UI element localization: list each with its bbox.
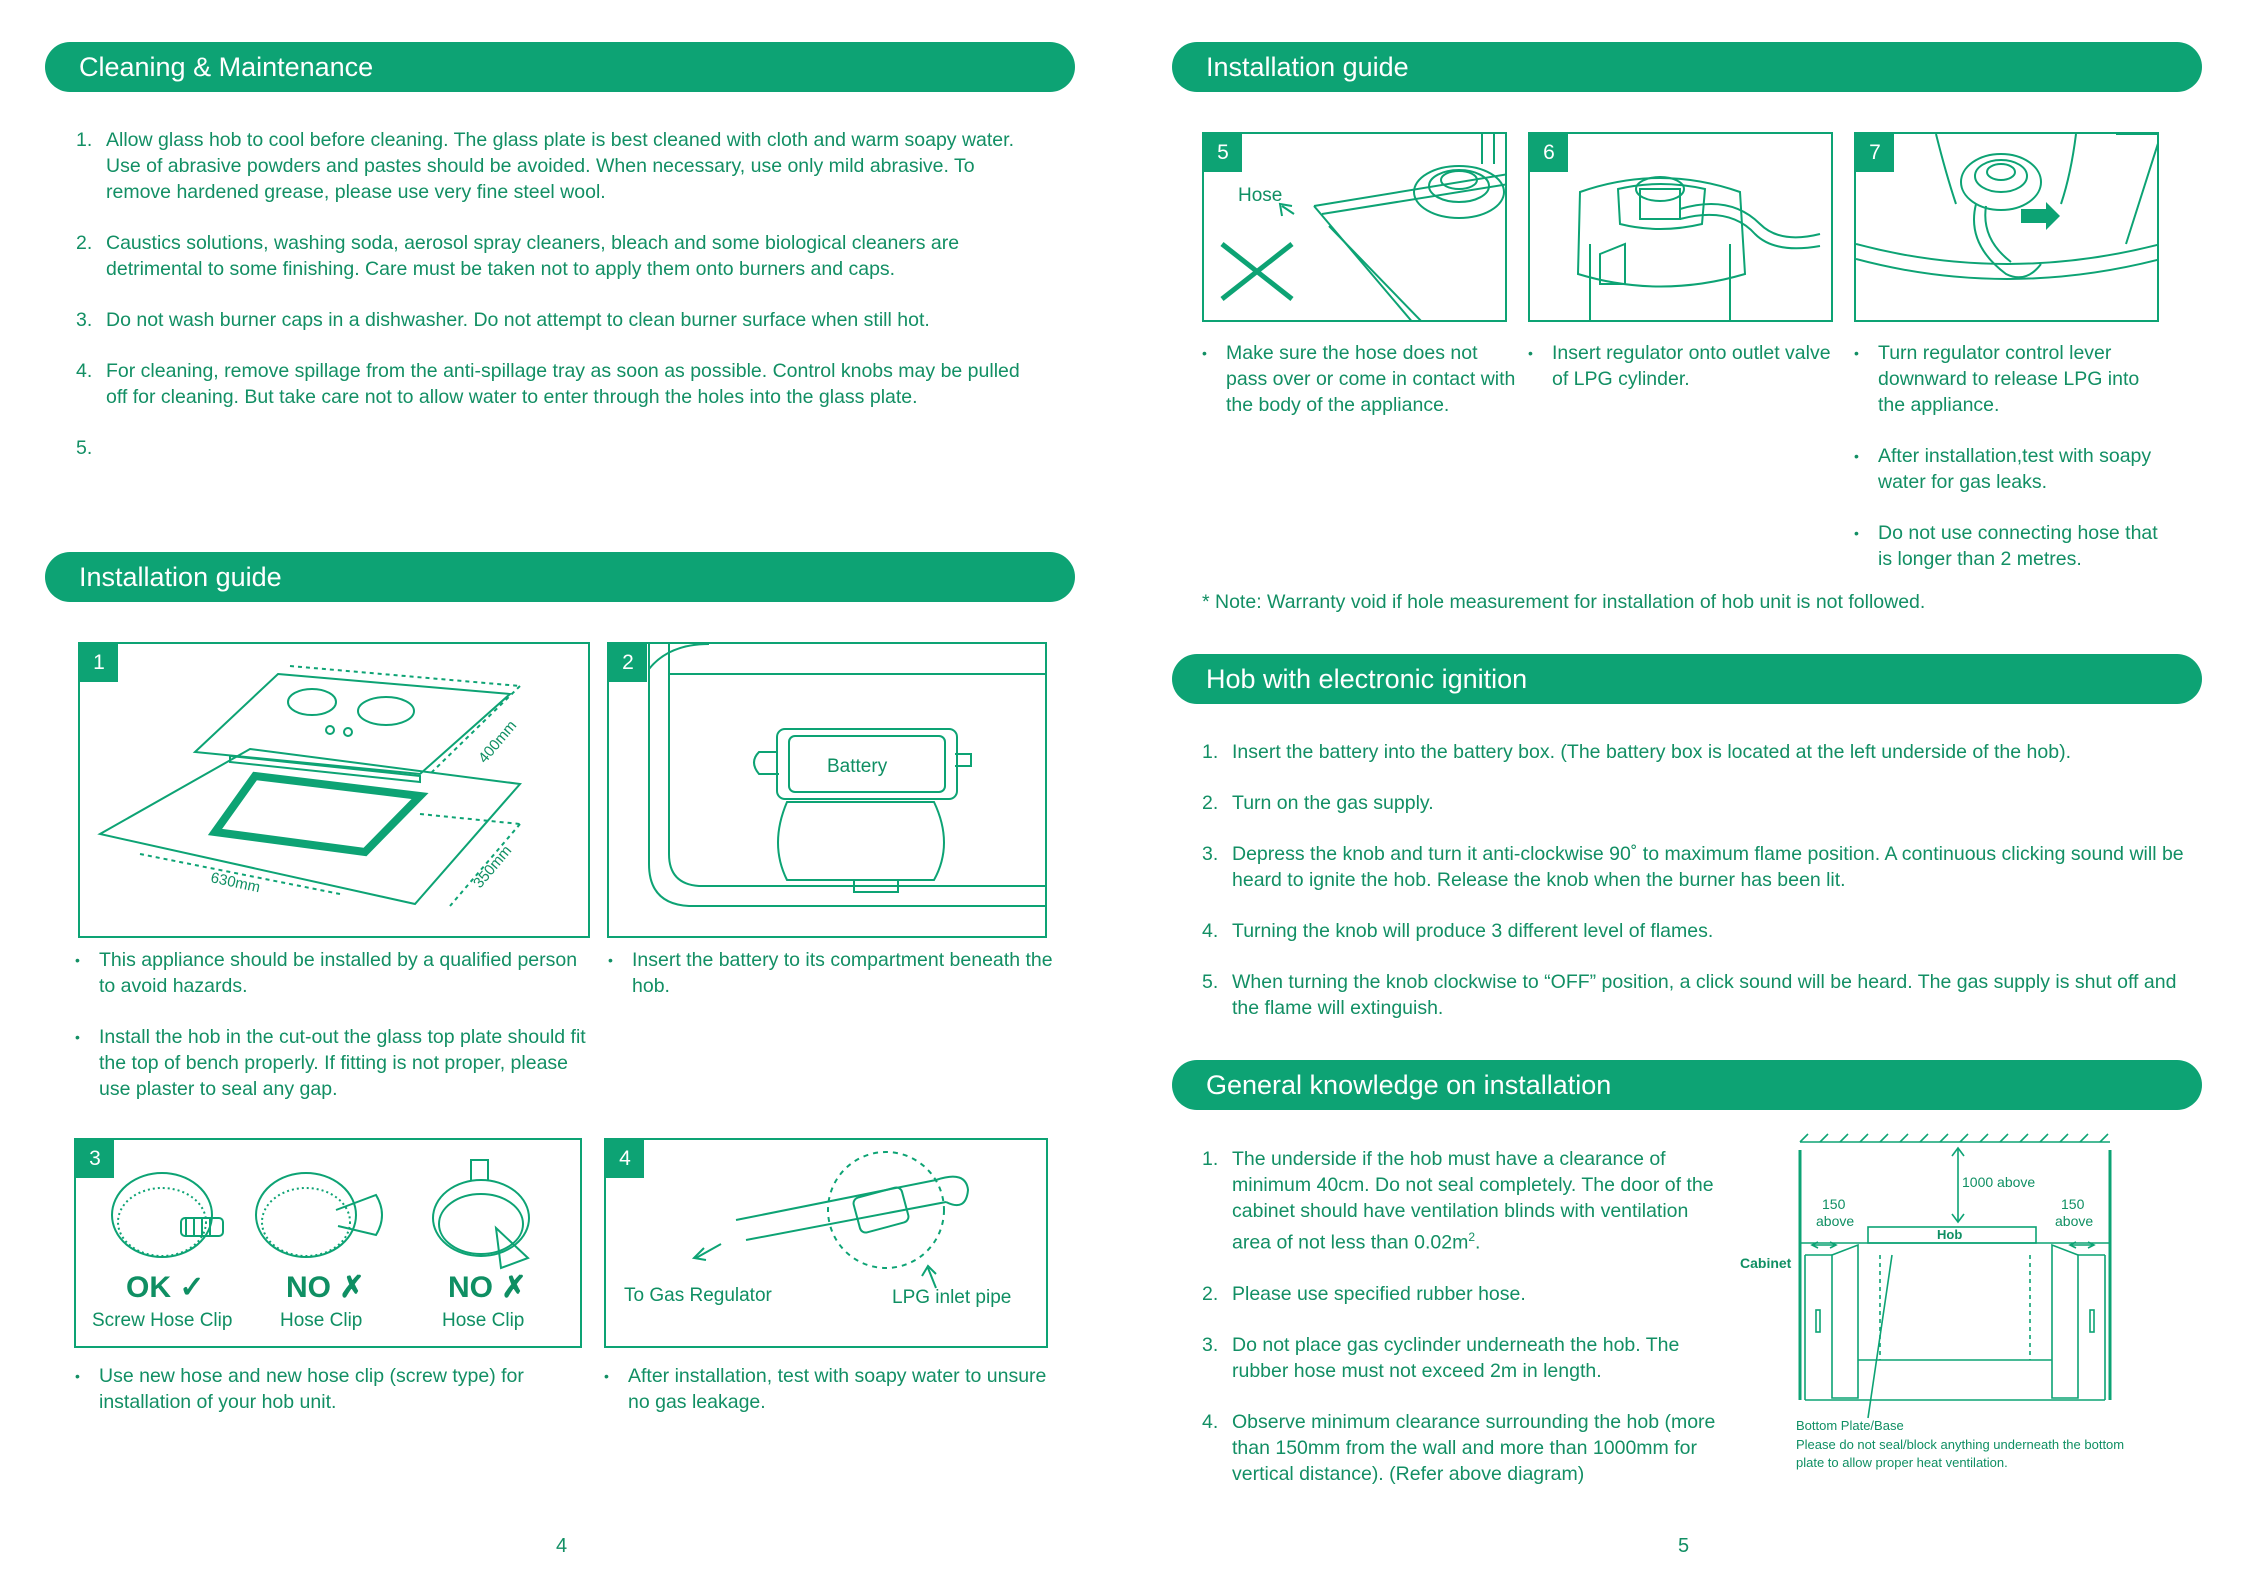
list-item: • After installation,test with soapy water for gas leaks. xyxy=(1854,443,2164,495)
top-clearance-label: 1000 above xyxy=(1962,1174,2036,1190)
width-dimension: 630mm xyxy=(209,869,262,897)
ignition-section-header: Hob with electronic ignition xyxy=(1172,654,2202,704)
general-list xyxy=(1202,1146,1722,1512)
regulator-label: To Gas Regulator xyxy=(624,1285,772,1306)
item-number: 4. xyxy=(76,360,93,382)
list-item xyxy=(1202,1146,1722,1256)
depth-dimension: 400mm xyxy=(475,717,521,767)
item-number: 5. xyxy=(76,437,93,459)
item-text: Do not place gas cyclinder underneath the hob. The rubber hose must not exceed 2m in length. xyxy=(1232,1333,1680,1382)
hob-label: Hob xyxy=(1937,1227,1963,1242)
right-clearance-number: 150 xyxy=(2061,1196,2085,1212)
step5-figure xyxy=(1202,132,1507,322)
step-number: 5 xyxy=(1204,134,1242,172)
hob-cutout-diagram xyxy=(80,644,590,938)
item-number: 2. xyxy=(1202,1282,1219,1305)
item-text: When turning the knob clockwise to “OFF” position, a click sound will be heard. The gas supply is shut off and the flame will extinguish. xyxy=(1232,971,2177,1019)
list-item xyxy=(1202,918,2187,944)
cut-dimension: 350mm xyxy=(470,842,516,892)
item-text-end: . xyxy=(1475,1231,1481,1254)
clip-verdict-ok: OK ✓ xyxy=(126,1271,205,1304)
step-number: 2 xyxy=(609,644,647,682)
base-title: Bottom Plate/Base xyxy=(1796,1418,1904,1433)
regulator-cylinder-diagram xyxy=(1530,134,1833,322)
item-text: The underside if the hob must have a clearance of minimum 40cm. Do not seal completely. The door of the cabinet should have ventilation blinds with ventilation area of not less than 0.02m xyxy=(1232,1148,1714,1254)
step7-bullets xyxy=(1854,340,2164,597)
item-number: 2. xyxy=(76,232,93,254)
item-number: 3. xyxy=(1202,843,1219,865)
item-number: 3. xyxy=(1202,1333,1219,1356)
clip-verdict-no: NO ✗ xyxy=(448,1271,527,1304)
clip-name: Hose Clip xyxy=(442,1310,525,1331)
item-text: Turn on the gas supply. xyxy=(1232,792,1434,814)
list-item xyxy=(76,358,1036,410)
item-number: 1. xyxy=(1202,741,1219,763)
step2-figure xyxy=(607,642,1047,938)
item-number: 1. xyxy=(1202,1148,1219,1170)
page-number: 4 xyxy=(556,1535,568,1557)
cleaning-list xyxy=(76,127,1036,459)
list-item: • This appliance should be installed by a qualified person to avoid hazards. xyxy=(75,947,595,999)
item-number: 3. xyxy=(76,309,93,331)
base-note: Please do not seal/block anything underneath the bottom plate to allow proper heat ventilation. xyxy=(1796,1437,2125,1470)
list-item xyxy=(76,127,1036,205)
item-number: 4. xyxy=(1202,1410,1219,1433)
item-text: For cleaning, remove spillage from the anti-spillage tray as soon as possible. Control knobs may be pulled off for cleaning. But take care not to allow water to enter through the holes into the glass plate. xyxy=(106,360,1020,408)
list-item xyxy=(1202,1332,1722,1384)
cabinet-label: Cabinet xyxy=(1740,1255,1792,1271)
step7-figure xyxy=(1854,132,2159,322)
item-text: Caustics solutions, washing soda, aerosol spray cleaners, bleach and some biological cleaners are detrimental to some finishing. Care must be taken not to apply them onto burners and caps. xyxy=(106,232,960,280)
step5-bullets xyxy=(1202,340,1522,443)
item-text: Depress the knob and turn it anti-clockwise 90˚ to maximum flame position. A continuous clicking sound will be heard to ignite the hob. Release the knob when the burner has been lit. xyxy=(1232,843,2184,891)
list-item xyxy=(76,230,1036,282)
step6-figure xyxy=(1528,132,1833,322)
list-item: • Install the hob in the cut-out the glass top plate should fit the top of bench properly. If fitting is not proper, please use plaster to seal any gap. xyxy=(75,1024,595,1102)
item-number: 2. xyxy=(1202,792,1219,814)
item-text: Turning the knob will produce 3 different level of flames. xyxy=(1232,920,1714,942)
install-section-header-right: Installation guide xyxy=(1172,42,2202,92)
step1-bullets xyxy=(75,947,595,1127)
list-item xyxy=(1202,969,2187,1021)
list-item: • Use new hose and new hose clip (screw type) for installation of your hob unit. xyxy=(75,1363,575,1415)
item-number: 4. xyxy=(1202,920,1219,942)
list-item: • Turn regulator control lever downward to release LPG into the appliance. xyxy=(1854,340,2164,418)
step4-figure xyxy=(604,1138,1048,1348)
cleaning-section-header: Cleaning & Maintenance xyxy=(45,42,1075,92)
clip-name: Screw Hose Clip xyxy=(92,1310,233,1331)
general-section-header: General knowledge on installation xyxy=(1172,1060,2202,1110)
list-item: • After installation, test with soapy water to unsure no gas leakage. xyxy=(604,1363,1054,1415)
battery-box-diagram xyxy=(609,644,1047,938)
step-number: 3 xyxy=(76,1140,114,1178)
step1-figure xyxy=(78,642,590,938)
step2-bullets xyxy=(608,947,1058,1024)
install-section-header-left: Installation guide xyxy=(45,552,1075,602)
item-text: Observe minimum clearance surrounding the hob (more than 150mm from the wall and more than 1000mm for vertical distance). (Refer above diagram) xyxy=(1232,1410,1716,1485)
item-number: 5. xyxy=(1202,971,1219,993)
item-text: Do not wash burner caps in a dishwasher. Do not attempt to clean burner surface when still hot. xyxy=(106,309,930,331)
item-text: Insert the battery into the battery box. (The battery box is located at the left underside of the hob). xyxy=(1232,741,2071,763)
list-item xyxy=(1202,790,2187,816)
ignition-list xyxy=(1202,739,2187,1046)
list-item xyxy=(1202,841,2187,893)
item-number: 1. xyxy=(76,129,93,151)
step4-bullets xyxy=(604,1363,1054,1440)
step3-figure xyxy=(74,1138,582,1348)
list-item xyxy=(1202,1281,1722,1307)
hose-routing-diagram xyxy=(1204,134,1507,322)
clip-name: Hose Clip xyxy=(280,1310,363,1331)
item-text: Allow glass hob to cool before cleaning. The glass plate is best cleaned with cloth and warm soapy water. Use of abrasive powders and pastes should be avoided. When necessary, use only mild abrasive. To remove hardened grease, please use very fine steel wool. xyxy=(106,129,1014,203)
list-item: • Insert the battery to its compartment beneath the hob. xyxy=(608,947,1058,999)
battery-label: Battery xyxy=(827,756,888,777)
list-item: • Make sure the hose does not pass over or come in contact with the body of the appliance. xyxy=(1202,340,1522,418)
inlet-label: LPG inlet pipe xyxy=(892,1287,1012,1308)
clip-verdict-no: NO ✗ xyxy=(286,1271,365,1304)
list-item xyxy=(1202,1409,1722,1487)
step-number: 4 xyxy=(606,1140,644,1178)
warranty-note: * Note: Warranty void if hole measurement for installation of hob unit is not followed. xyxy=(1202,591,1926,613)
item-text: Please use specified rubber hose. xyxy=(1232,1282,1526,1305)
left-clearance-number: 150 xyxy=(1822,1196,1846,1212)
hose-label: Hose xyxy=(1238,185,1283,206)
right-clearance-word: above xyxy=(2055,1213,2094,1229)
step-number: 1 xyxy=(80,644,118,682)
gas-pipe-diagram xyxy=(606,1140,1048,1348)
page-number: 5 xyxy=(1678,1535,1690,1557)
list-item xyxy=(1202,739,2187,765)
step6-bullets xyxy=(1528,340,1838,417)
list-item: • Insert regulator onto outlet valve of LPG cylinder. xyxy=(1528,340,1838,392)
superscript: 2 xyxy=(1468,1230,1476,1244)
step-number: 6 xyxy=(1530,134,1568,172)
clearance-diagram xyxy=(1740,1130,2125,1480)
left-clearance-word: above xyxy=(1816,1213,1855,1229)
step3-bullets xyxy=(75,1363,575,1440)
step-number: 7 xyxy=(1856,134,1894,172)
list-item: • Do not use connecting hose that is longer than 2 metres. xyxy=(1854,520,2164,572)
list-item xyxy=(76,307,1036,333)
regulator-lever-diagram xyxy=(1856,134,2159,322)
